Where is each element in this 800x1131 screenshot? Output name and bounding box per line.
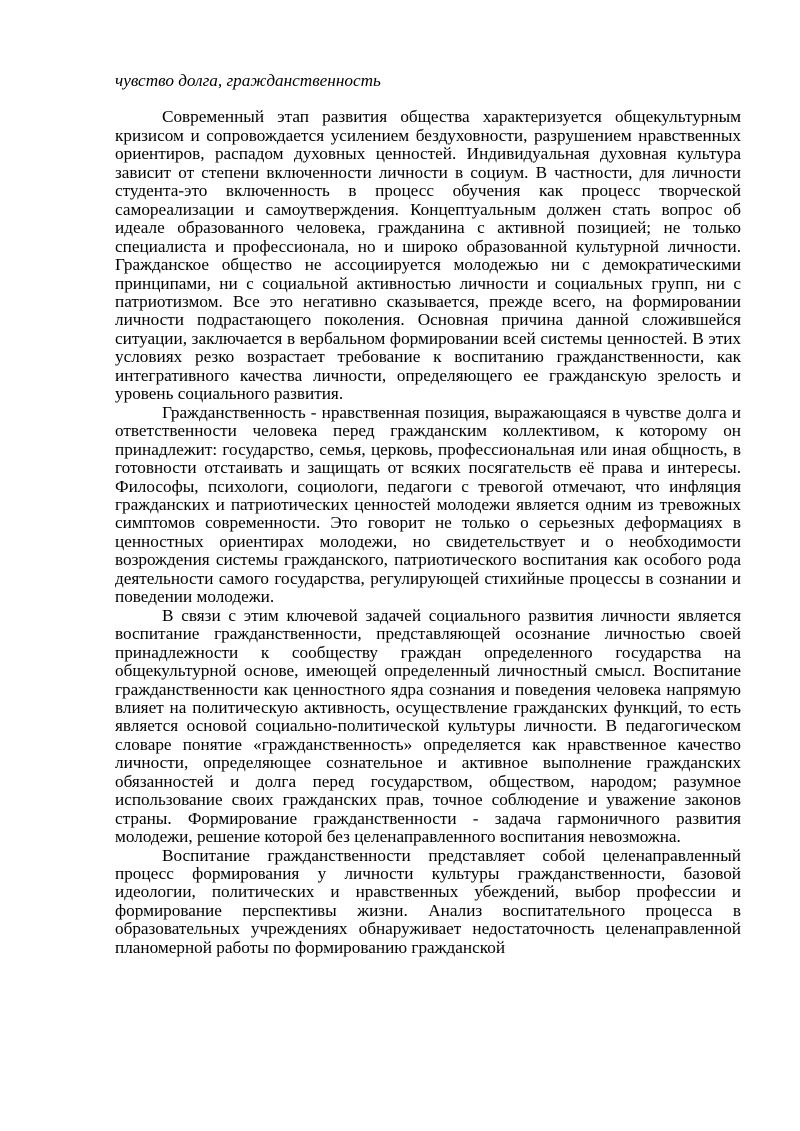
keywords-line: чувство долга, гражданственность — [115, 71, 381, 90]
paragraph-1: Современный этап развития общества характеризуется общекультурным кризисом и сопровождается усилением бездуховности, разрушением нравственных ориентиров, распадом духовных ценностей. Индивидуальная духовная культура зависит от степени включенности личности в социум. В частности, для личности студента-это включенность в процесс обучения как процесс творческой самореализации и самоутверждения. Концептуальным должен стать вопрос об идеале образованного человека, гражданина с активной позицией; не только специалиста и профессионала, но и широко образованной культурной личности. Гражданское общество не ассоциируется молодежью ни с демократическими принципами, ни с социальной активностью личности и социальных групп, ни с патриотизмом. Все это негативно сказывается, прежде всего, на формировании личности подрастающего поколения. Основная причина данной сложившейся ситуации, заключается в вербальном формировании всей системы ценностей. В этих условиях резко возрастает требование к воспитанию гражданственности, как интегративного качества личности, определяющего ее гражданскую зрелость и уровень социального развития. — [115, 107, 741, 404]
paragraph-2: Гражданственность - нравственная позиция, выражающаяся в чувстве долга и ответственности человека перед гражданским коллективом, к которому он принадлежит: государство, семья, церковь, профессиональная или иная общность, в готовности отстаивать и защищать от всяких посягательств её права и интересы. Философы, психологи, социологи, педагоги с тревогой отмечают, что инфляция гражданских и патриотических ценностей молодежи является одним из тревожных симптомов современности. Это говорит не только о серьезных деформациях в ценностных ориентирах молодежи, но свидетельствует и о необходимости возрождения системы гражданского, патриотического воспитания как особого рода деятельности самого государства, регулирующей стихийные процессы в сознании и поведении молодежи. — [115, 402, 741, 607]
document-page — [115, 72, 741, 957]
paragraph-4: Воспитание гражданственности представляет собой целенаправленный процесс формирования у личности культуры гражданственности, базовой идеологии, политических и нравственных убеждений, выбор профессии и формирование перспективы жизни. Анализ воспитательного процесса в образовательных учреждениях обнаруживает недостаточность целенаправленной планомерной работы по формированию гражданской — [115, 845, 741, 957]
paragraph-3: В связи с этим ключевой задачей социального развития личности является воспитание гражданственности, представляющей осознание личностью своей принадлежности к сообществу граждан определенного государства на общекультурной основе, имеющей определенный личностный смысл. Воспитание гражданственности как ценностного ядра сознания и поведения человека напрямую влияет на политическую активность, осуществление гражданских функций, то есть является основой социально-политической культуры личности. В педагогическом словаре понятие «гражданственность» определяется как нравственное качество личности, определяющее сознательное и активное выполнение гражданских обязанностей и долга перед государством, обществом, народом; разумное использование своих гражданских прав, точное соблюдение и уважение законов страны. Формирование гражданственности - задача гармоничного развития молодежи, решение которой без целенаправленного воспитания невозможна. — [115, 605, 741, 847]
